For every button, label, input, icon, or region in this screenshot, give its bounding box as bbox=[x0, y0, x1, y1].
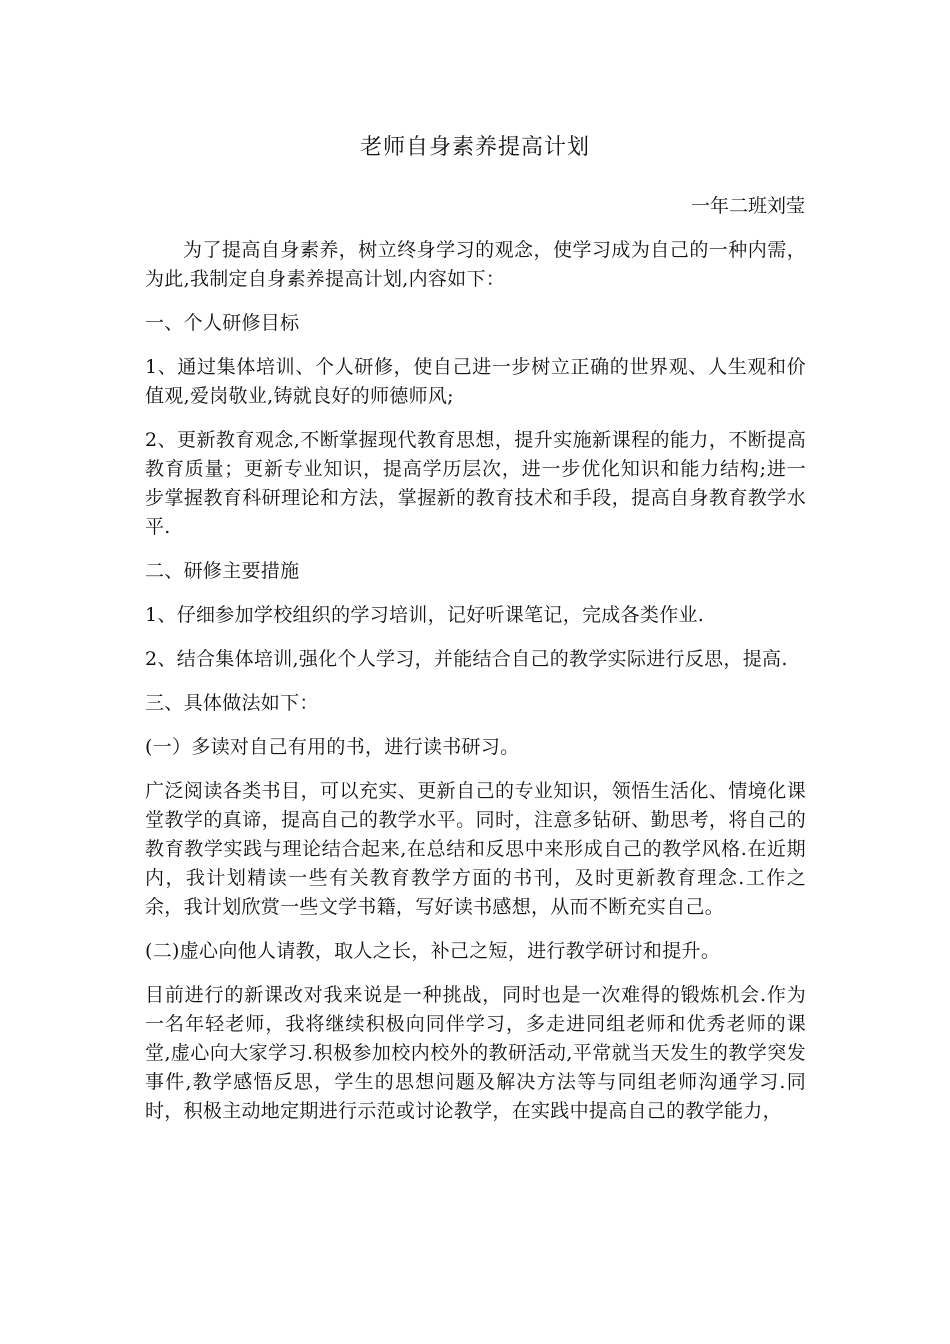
section-heading-methods: 三、具体做法如下： bbox=[145, 692, 319, 714]
section-heading-measures: 二、研修主要措施 bbox=[145, 560, 300, 582]
measure-item-1: 1、仔细参加学校组织的学习培训，记好听课笔记，完成各类作业. bbox=[145, 604, 705, 626]
document-title: 老师自身素养提高计划 bbox=[359, 135, 590, 160]
document-author: 一年二班刘莹 bbox=[690, 195, 805, 217]
section-heading-goals: 一、个人研修目标 bbox=[145, 312, 300, 334]
method-paragraph-1: 广泛阅读各类书目，可以充实、更新自己的专业知识，领悟生活化、情境化课堂教学的真谛，提高自己的教学水平。同时，注意多钻研、勤思考，将自己的教育教学实践与理论结合起来,在总结和反思中来形成自己的教学风格.在近期内，我计划精读一些有关教育教学方面的书刊，及时更新教育理念.工作之余，我计划欣赏一些文学书籍，写好读书感想，从而不断充实自己。 bbox=[145, 780, 806, 918]
measure-item-2: 2、结合集体培训,强化个人学习，并能结合自己的教学实际进行反思，提高. bbox=[145, 648, 788, 670]
method-subheading-2: (二)虚心向他人请教，取人之长，补己之短，进行教学研讨和提升。 bbox=[145, 940, 721, 962]
intro-paragraph: 为了提高自身素养，树立终身学习的观念，使学习成为自己的一种内需，为此,我制定自身素养提高计划,内容如下： bbox=[145, 239, 806, 290]
goal-item-1: 1、通过集体培训、个人研修，使自己进一步树立正确的世界观、人生观和价值观,爱岗敬业,铸就良好的师德师风; bbox=[145, 356, 806, 407]
goal-item-2: 2、更新教育观念,不断掌握现代教育思想，提升实施新课程的能力，不断提高教育质量；更新专业知识，提高学历层次，进一步优化知识和能力结构;进一步掌握教育科研理论和方法，掌握新的教育技术和手段，提高自身教育教学水平. bbox=[145, 429, 806, 538]
document-body bbox=[145, 236, 806, 1141]
method-paragraph-2: 目前进行的新课改对我来说是一种挑战，同时也是一次难得的锻炼机会.作为一名年轻老师，我将继续积极向同伴学习，多走进同组老师和优秀老师的课堂,虚心向大家学习.积极参加校内校外的教研活动,平常就当天发生的教学突发事件,教学感悟反思，学生的思想问题及解决方法等与同组老师沟通学习.同时，积极主动地定期进行示范或讨论教学，在实践中提高自己的教学能力， bbox=[145, 984, 806, 1122]
method-subheading-1: (一）多读对自己有用的书，进行读书研习。 bbox=[145, 736, 520, 758]
